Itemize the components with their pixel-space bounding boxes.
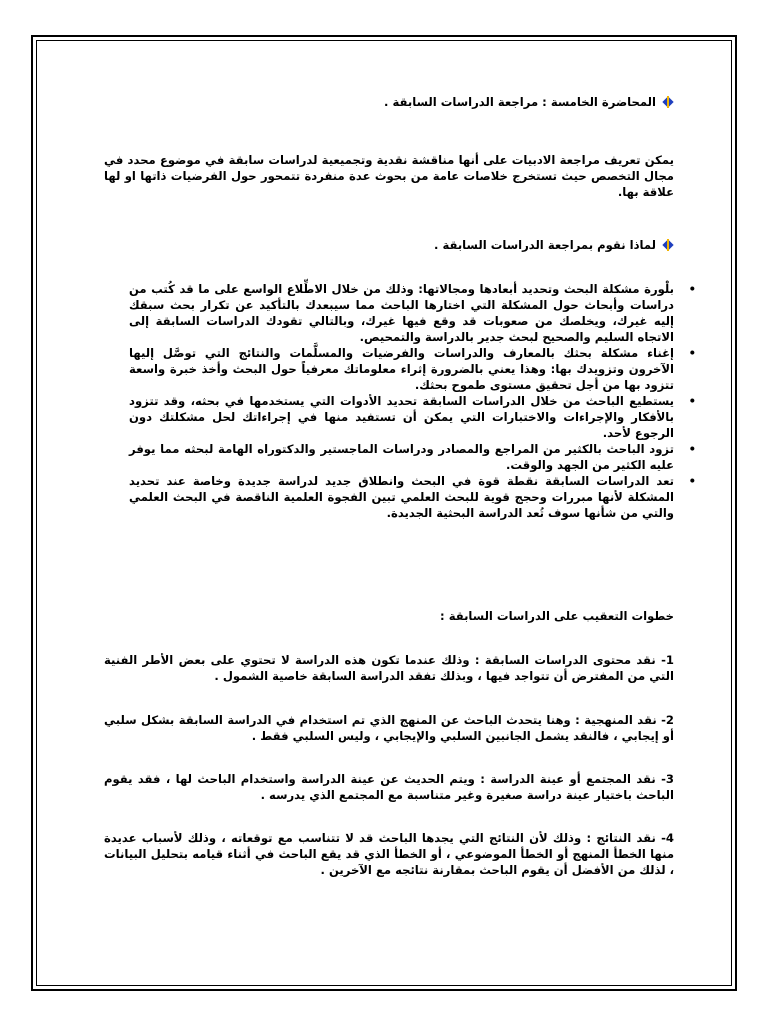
- list-item: • تعد الدراسات السابقة نقطة قوة في البحث وانطلاق جديد لدراسة جديدة وخاصة عند تحديد المشكلة لأنها مبررات وحجج قوية للبحث العلمي تبين الفجوة العلمية الناقصة في البحث العلمي والتي من شأنها سوف تُعد الدراسة البحثية الجديدة.: [129, 474, 696, 520]
- step-3: 3- نقد المجتمع أو عينة الدراسة : ويتم الحديث عن عينة الدراسة واستخدام الباحث لها ، فقد يقوم الباحث باختيار عينة دراسة صغيرة وغير متناسبة مع المجتمع الذي يدرسه .: [104, 772, 674, 802]
- list-item: • بلْورة مشكلة البحث وتحديد أبعادها ومجالاتها: وذلك من خلال الاطِّلاع الواسع على ما قد كُتب من دراسات وأبحاث حول المشكلة التي اختارها الباحث مما سيبعدك بالتأكيد عن تكرار بحث سبقك إليه غيرك، ويخلصك من صعوبات قد وقع فيها غيرك، وبالتالي تقودك الدراسات السابقة إلى الاتجاه السليم والصحيح لبحث جدير بالدراسة والتمحيص.: [129, 282, 696, 344]
- list-item: • تزود الباحث بالكثير من المراجع والمصادر ودراسات الماجستير والدكتوراه الهامة لبحثه مما يوفر عليه الكثير من الجهد والوقت.: [129, 442, 696, 472]
- why-heading: لماذا نقوم بمراجعة الدراسات السابقة .: [104, 237, 674, 253]
- diamond-bullet-icon: [662, 96, 674, 108]
- reasons-list: [129, 281, 696, 521]
- step-1: 1- نقد محتوى الدراسات السابقة : وذلك عندما تكون هذه الدراسة لا تحتوي على بعض الأطر الفنية التي من المفترض أن تتواجد فيها ، وبذلك تفقد الدراسة السابقة خاصية الشمول .: [104, 653, 674, 683]
- diamond-bullet-icon: [662, 239, 674, 251]
- list-item: • يستطيع الباحث من خلال الدراسات السابقة تحديد الأدوات التي يستخدمها في بحثه، وقد تتزود بالأفكار والإجراءات والاختبارات التي يمكن أن تستفيد منها في إجراءاتك لحل مشكلتك دون الرجوع لأحد.: [129, 394, 696, 440]
- steps-heading: خطوات التعقيب على الدراسات السابقة :: [440, 609, 674, 623]
- lecture-title: المحاضرة الخامسة : مراجعة الدراسات السابقة .: [104, 94, 674, 110]
- list-item: • إغناء مشكلة بحثك بالمعارف والدراسات والفرضيات والمسلَّمات والنتائج التي توصَّل إليها الآخرون وتزويدك بها: وهذا يعني بالضرورة إثراء معلوماتك معرفياً حول البحث وأخذ خبرة واسعة تتزود بها من أجل تحقيق مستوى طموح بحثك.: [129, 346, 696, 392]
- definition-paragraph: يمكن تعريف مراجعة الادبيات على أنها مناقشة نقدية وتجميعية لدراسات سابقة في موضوع محدد في مجال التخصص حيث تستخرج خلاصات عامة من بحوث عدة منفردة تتمحور حول الفرضيات ذاتها او لها علاقة بها.: [104, 153, 674, 199]
- step-4: 4- نقد النتائج : وذلك لأن النتائج التي يجدها الباحث قد لا تتناسب مع توقعاته ، وذلك لأسباب عديدة منها الخطأ المنهج أو الخطأ الموضوعي ، أو الخطأ الذي قد يقع الباحث في أثناء قيامه بتحليل البيانات ، لذلك من الأفضل أن يقوم الباحث بمقارنة نتائجه مع الآخرين .: [104, 831, 674, 877]
- step-2: 2- نقد المنهجية : وهنا يتحدث الباحث عن المنهج الذي تم استخدام في الدراسة السابقة بشكل سلبي أو إيجابي ، فالنقد يشمل الجانبين السلبي والإيجابي ، وليس السلبي فقط .: [104, 713, 674, 743]
